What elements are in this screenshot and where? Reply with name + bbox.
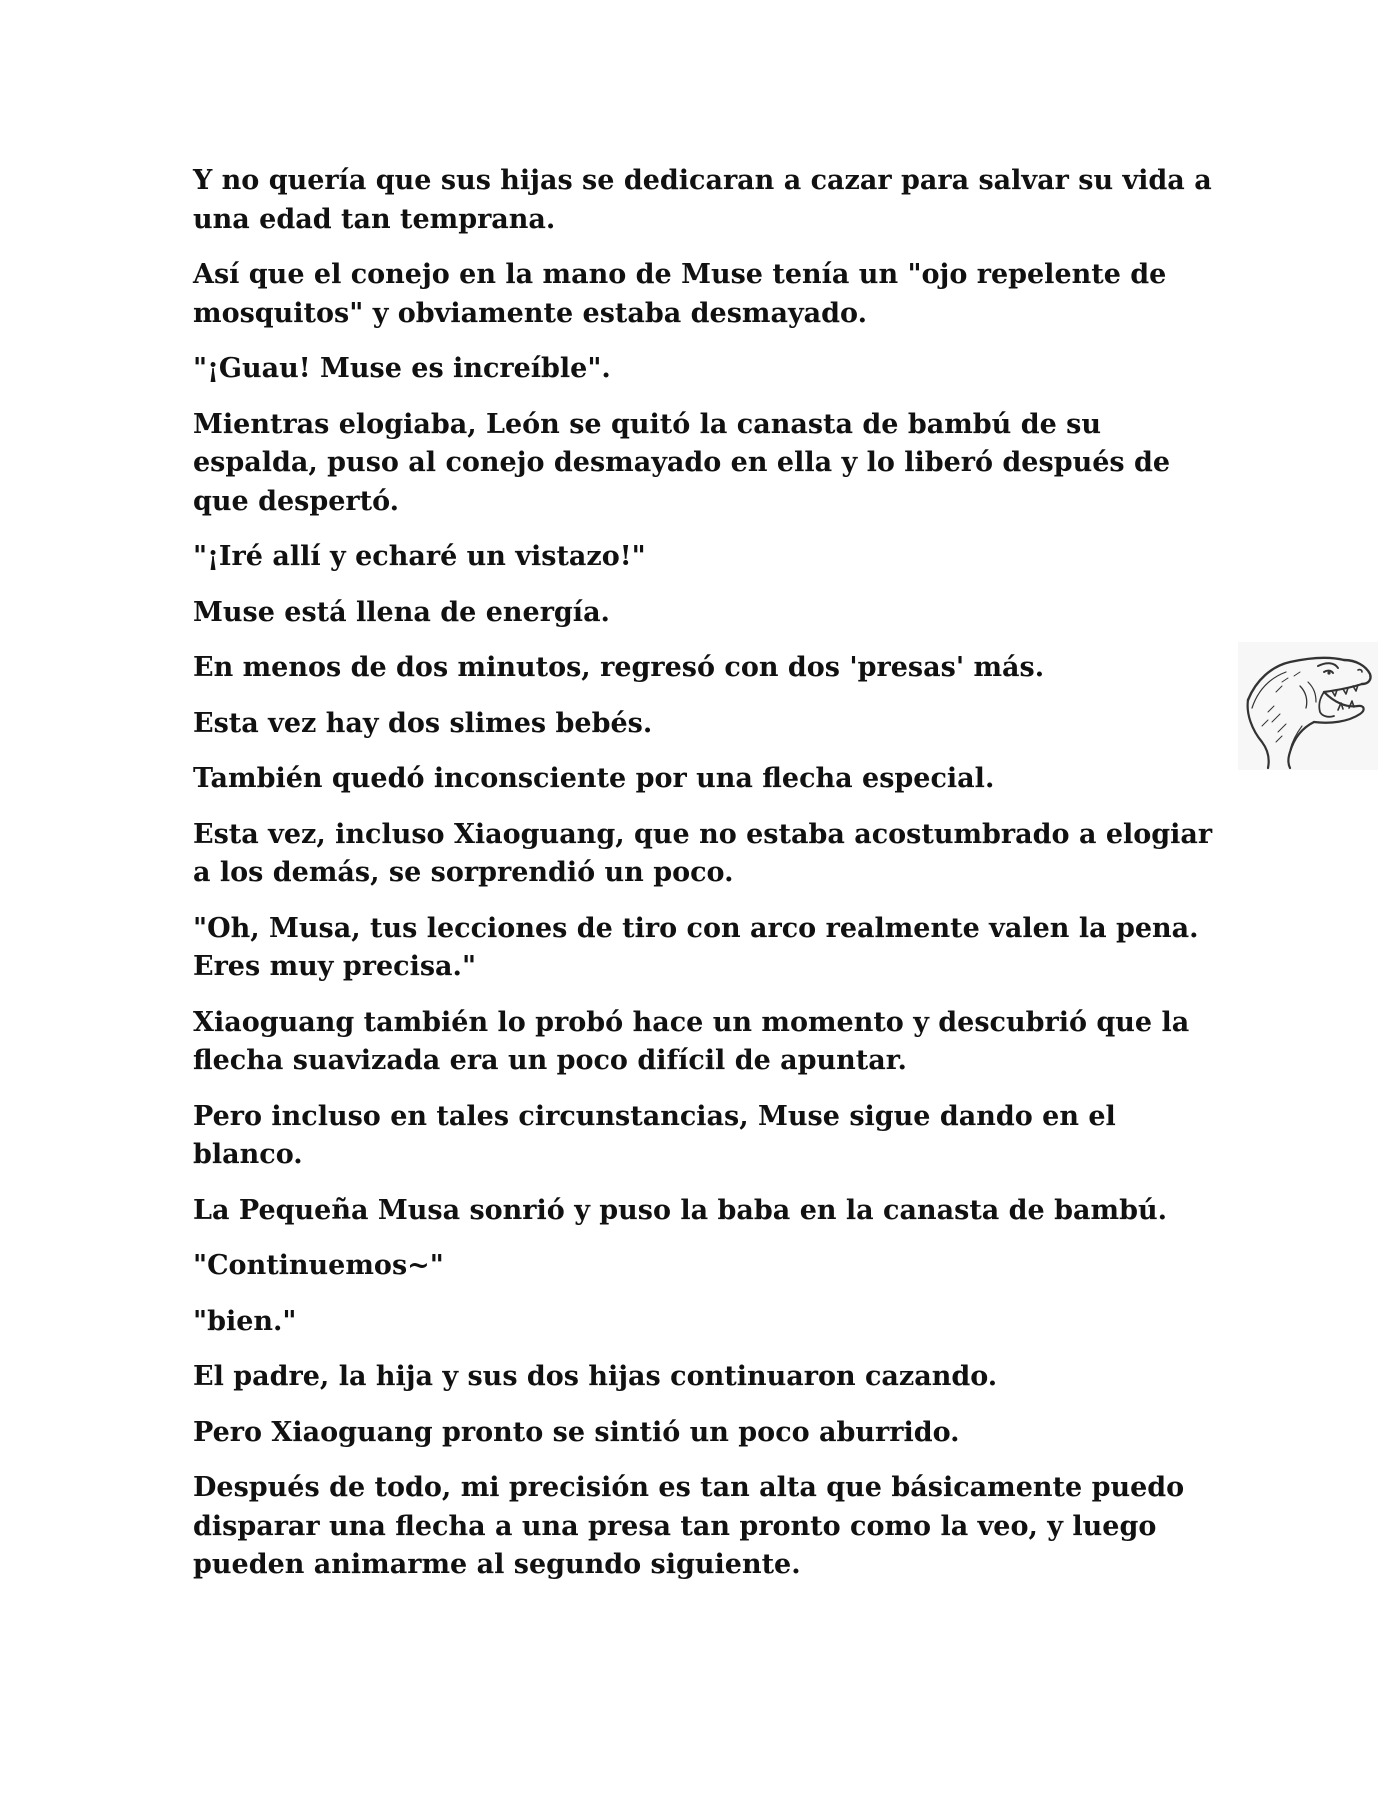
paragraph: "bien."	[193, 1305, 297, 1337]
paragraph: Pero Xiaoguang pronto se sintió un poco aburrido.	[193, 1416, 960, 1448]
paragraph: "Oh, Musa, tus lecciones de tiro con arco realmente valen la pena. Eres muy precisa."	[193, 912, 1199, 982]
paragraph: Muse está llena de energía.	[193, 596, 610, 628]
paragraph: El padre, la hija y sus dos hijas continuaron cazando.	[193, 1361, 998, 1392]
paragraph: Esta vez hay dos slimes bebés.	[193, 707, 653, 739]
paragraph: Después de todo, mi precisión es tan alta que básicamente puedo disparar una flecha a una presa tan pronto como la veo, y luego pueden animarme al segundo siguiente.	[193, 1472, 1185, 1580]
paragraph: Pero incluso en tales circunstancias, Muse sigue dando en el blanco.	[193, 1100, 1116, 1170]
paragraph: La Pequeña Musa sonrió y puso la baba en la canasta de bambú.	[193, 1194, 1167, 1226]
paragraph: Xiaoguang también lo probó hace un momento y descubrió que la flecha suavizada era un poco difícil de apuntar.	[193, 1006, 1190, 1076]
paragraph: Así que el conejo en la mano de Muse tenía un "ojo repelente de mosquitos" y obviamente estaba desmayado.	[193, 259, 1167, 329]
paragraph: En menos de dos minutos, regresó con dos 'presas' más.	[193, 652, 1045, 683]
dinosaur-head-icon	[1238, 642, 1378, 770]
paragraph: "Continuemos~"	[193, 1250, 444, 1281]
paragraph: Mientras elogiaba, León se quitó la canasta de bambú de su espalda, puso al conejo desmayado en ella y lo liberó después de que despertó.	[193, 408, 1171, 517]
paragraph: Esta vez, incluso Xiaoguang, que no estaba acostumbrado a elogiar a los demás, se sorprendió un poco.	[193, 818, 1213, 888]
paragraph: "¡Iré allí y echaré un vistazo!"	[193, 541, 646, 572]
paragraph: "¡Guau! Muse es increíble".	[193, 353, 611, 384]
page-body	[193, 162, 1213, 1602]
paragraph: También quedó inconsciente por una flecha especial.	[193, 763, 995, 794]
paragraph: Y no quería que sus hijas se dedicaran a cazar para salvar su vida a una edad tan temprana.	[193, 165, 1212, 235]
